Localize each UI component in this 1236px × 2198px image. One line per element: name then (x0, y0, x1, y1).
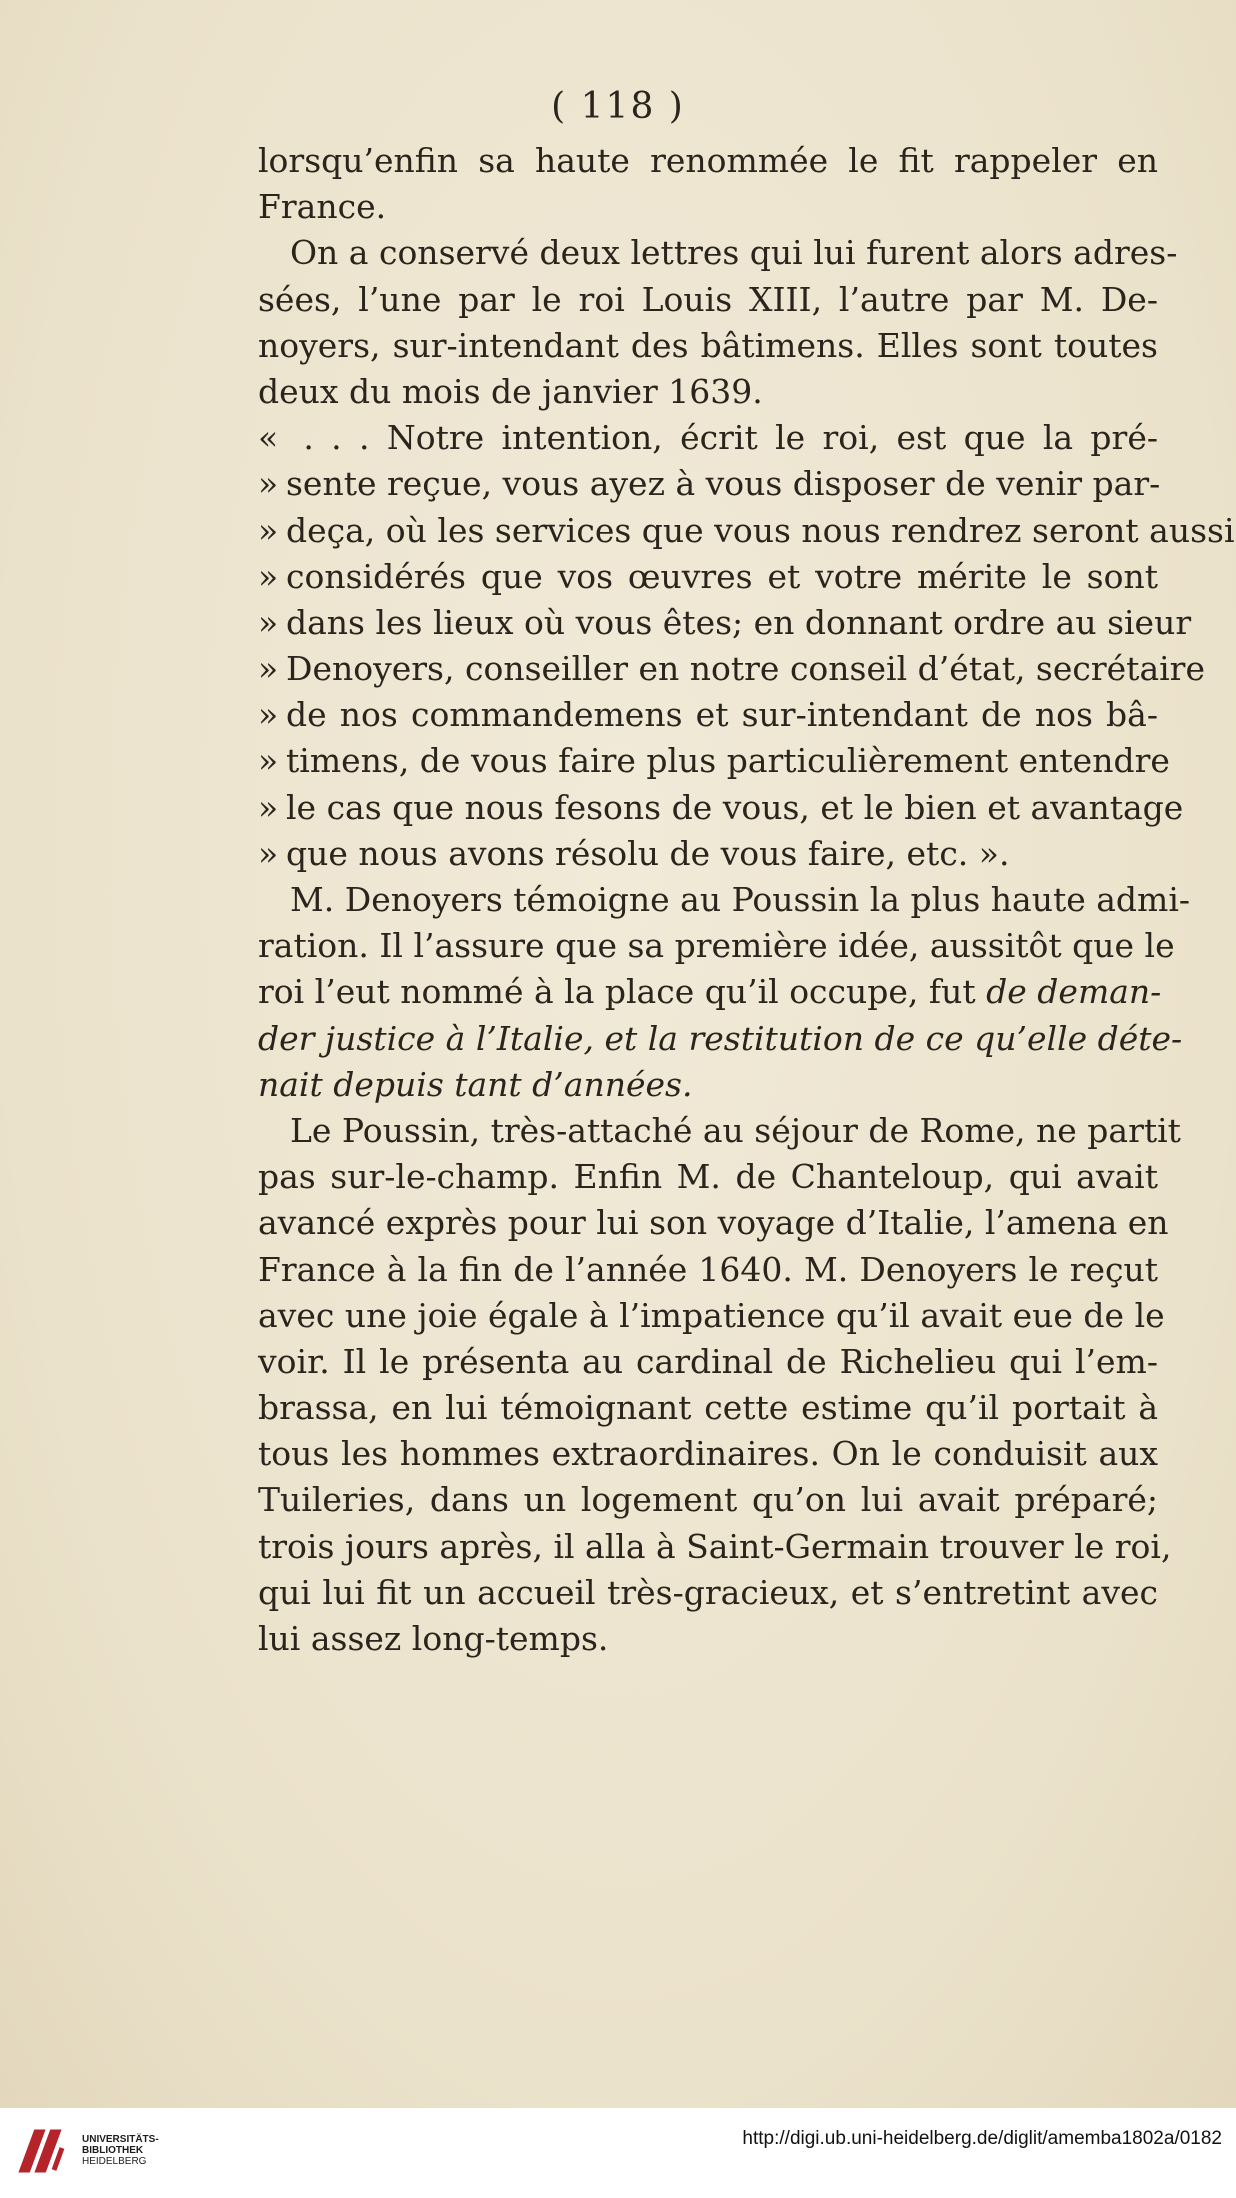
text-line (258, 1339, 1158, 1385)
line-text: sente reçue, vous ayez à vous disposer de venir par- (286, 464, 1161, 504)
text-line (258, 415, 1158, 461)
quote-mark: » (258, 649, 279, 689)
line-italic-text: der justice à l’Italie, et la restitution de ce qu’elle déte- (258, 1018, 1183, 1058)
quote-mark: » (258, 787, 279, 827)
permalink-url[interactable]: http://digi.ub.uni-heidelberg.de/diglit/amemba1802a/0182 (742, 2128, 1222, 2149)
text-line (258, 1385, 1158, 1431)
text-line (258, 369, 1158, 415)
text-line (258, 1154, 1158, 1200)
line-text: qui lui fit un accueil très-gracieux, et s’entretint avec (258, 1572, 1158, 1612)
text-line (258, 1431, 1158, 1477)
library-name-line2: BIBLIOTHEK (82, 2145, 144, 2156)
library-name-line1: UNIVERSITÄTS- (82, 2134, 159, 2145)
line-text: France. (258, 187, 387, 227)
line-text: le cas que nous fesons de vous, et le bien et avantage (286, 787, 1184, 827)
text-line (258, 1477, 1158, 1523)
line-text: ration. Il l’assure que sa première idée, aussitôt que le (258, 926, 1175, 966)
text-line (258, 138, 1158, 184)
line-text: timens, de vous faire plus particulièrement entendre (286, 741, 1170, 781)
library-name (82, 2134, 159, 2167)
footer-bar (0, 2108, 1236, 2198)
line-text: que nous avons résolu de vous faire, etc. ». (286, 833, 1010, 873)
text-line (258, 646, 1205, 692)
text-line (258, 600, 1192, 646)
text-line (258, 461, 1161, 507)
line-text: France à la fin de l’année 1640. M. Denoyers le reçut (258, 1249, 1158, 1289)
text-line (258, 323, 1158, 369)
body-text (258, 138, 1235, 1662)
line-italic-text: nait depuis tant d’années. (258, 1064, 693, 1104)
line-text: avancé exprès pour lui son voyage d’Italie, l’amena en (258, 1203, 1169, 1243)
text-line (258, 277, 1158, 323)
line-text: Le Poussin, très-attaché au séjour de Rome, ne partit (290, 1110, 1181, 1150)
text-line (258, 692, 1158, 738)
line-text: roi l’eut nommé à la place qu’il occupe, fut (258, 972, 987, 1012)
quote-mark: » (258, 556, 279, 596)
line-text: . . . Notre intention, écrit le roi, est que la pré- (286, 418, 1158, 458)
text-line (258, 508, 1235, 554)
line-text: deux du mois de janvier 1639. (258, 371, 763, 411)
line-text: voir. Il le présenta au cardinal de Richelieu qui l’em- (258, 1341, 1158, 1381)
line-text: Tuileries, dans un logement qu’on lui avait préparé; (258, 1480, 1158, 1520)
text-line (258, 1570, 1158, 1616)
line-text: deça, où les services que vous nous rendrez seront aussi (286, 510, 1235, 550)
line-text: avec une joie égale à l’impatience qu’il avait eue de le (258, 1295, 1165, 1335)
text-line (258, 1016, 1183, 1062)
library-name-line3: HEIDELBERG (82, 2156, 147, 2167)
text-line (258, 1616, 1158, 1662)
line-italic-text: de deman- (986, 972, 1162, 1012)
line-text: de nos commandemens et sur-intendant de nos bâ- (286, 695, 1158, 735)
library-logo-icon (14, 2122, 74, 2182)
text-line (258, 831, 1158, 877)
text-line (258, 738, 1170, 784)
text-line (258, 1200, 1169, 1246)
line-text: noyers, sur-intendant des bâtimens. Elles sont toutes (258, 325, 1158, 365)
text-line (258, 230, 1178, 276)
quote-mark: » (258, 602, 279, 642)
text-line (258, 785, 1184, 831)
text-line (258, 1524, 1172, 1570)
text-line (258, 1108, 1181, 1154)
line-text: brassa, en lui témoignant cette estime qu’il portait à (258, 1388, 1158, 1428)
text-line (258, 923, 1175, 969)
line-text: On a conservé deux lettres qui lui furent alors adres- (290, 233, 1178, 273)
line-text: dans les lieux où vous êtes; en donnant ordre au sieur (286, 602, 1192, 642)
line-text: M. Denoyers témoigne au Poussin la plus haute admi- (290, 880, 1191, 919)
line-text: lui assez long-temps. (258, 1619, 609, 1658)
page-number: ( 118 ) (551, 86, 685, 127)
quote-mark: » (258, 464, 279, 504)
text-line (258, 877, 1191, 923)
line-text: trois jours après, il alla à Saint-Germain trouver le roi, (258, 1526, 1172, 1566)
text-line (258, 554, 1158, 600)
quote-mark: » (258, 695, 279, 735)
quote-mark: » (258, 741, 279, 781)
line-text: sées, l’une par le roi Louis XIII, l’autre par M. De- (258, 279, 1158, 319)
quote-mark: » (258, 510, 279, 550)
line-text: pas sur-le-champ. Enfin M. de Chanteloup, qui avait (258, 1157, 1158, 1197)
text-line (258, 969, 1162, 1015)
quote-mark: » (258, 833, 279, 873)
text-line (258, 1293, 1165, 1339)
text-line (258, 184, 1158, 230)
text-line (258, 1062, 1158, 1108)
line-text: tous les hommes extraordinaires. On le conduisit aux (258, 1434, 1158, 1474)
quote-mark: « (258, 418, 279, 458)
line-text: Denoyers, conseiller en notre conseil d’état, secrétaire (286, 649, 1205, 689)
line-text: considérés que vos œuvres et votre mérite le sont (286, 556, 1158, 596)
line-text: lorsqu’enfin sa haute renommée le fit rappeler en (258, 141, 1158, 180)
text-line (258, 1247, 1158, 1293)
